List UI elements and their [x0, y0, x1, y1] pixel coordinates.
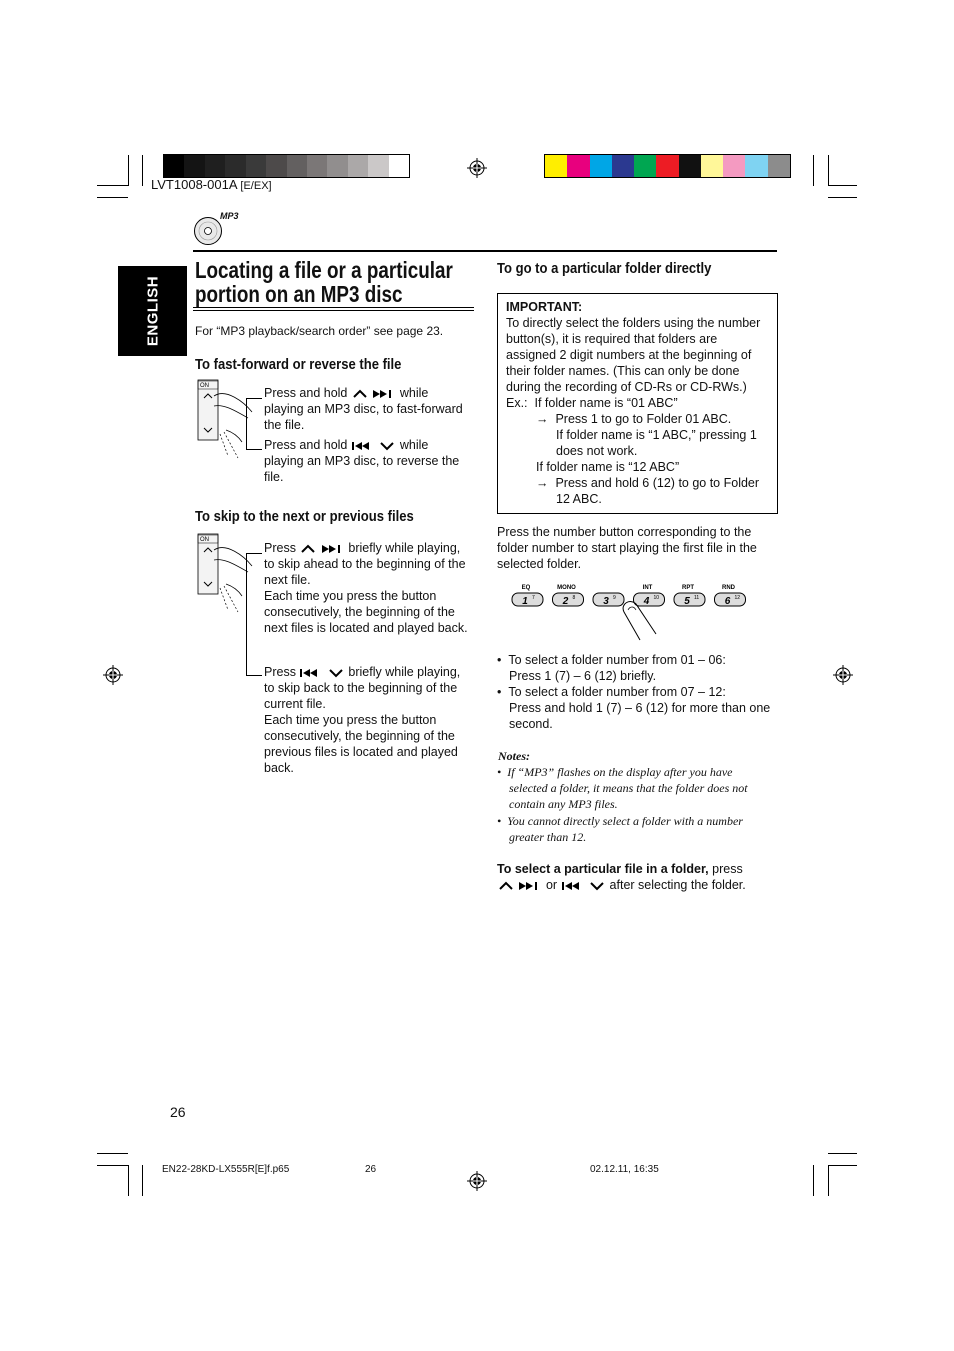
- registration-mark-icon: [467, 158, 487, 178]
- number-button-2: [553, 585, 584, 607]
- skip-back-icon: [351, 441, 375, 451]
- crop-mark: [828, 155, 829, 186]
- gray-swatch: [307, 155, 327, 177]
- note-item: • You cannot directly select a folder with a number greater than 12.: [497, 814, 743, 844]
- skip-next-instruction: Press briefly while playing, to skip ahead to the beginning of the next file. Each time you press the button consecutively, the beginning of the next files is located and played back.: [264, 541, 468, 635]
- gray-swatch: [225, 155, 245, 177]
- button-alt-number: 12: [734, 595, 741, 601]
- callout-line: [246, 553, 262, 554]
- up-chevron-icon: [351, 388, 369, 400]
- crop-mark: [142, 1165, 143, 1196]
- device-on-label: ON: [200, 537, 209, 543]
- crop-mark: [828, 185, 857, 186]
- button-alt-number: 9: [613, 595, 616, 601]
- gray-swatch: [266, 155, 286, 177]
- color-swatch: [567, 155, 589, 177]
- gray-swatch: [368, 155, 388, 177]
- skip-forward-icon: [321, 544, 345, 554]
- down-chevron-icon: [378, 440, 396, 452]
- ff-instruction: Press and hold while playing an MP3 disc, to fast-forward the file.: [264, 386, 463, 432]
- footer-date-time: 02.12.11, 16:35: [590, 1164, 659, 1175]
- crop-mark: [128, 1165, 129, 1196]
- button-alt-number: 11: [694, 595, 700, 601]
- button-number: 1: [522, 596, 528, 607]
- skip-back-icon: [299, 668, 323, 678]
- callout-line: [246, 398, 247, 450]
- gray-swatch: [348, 155, 368, 177]
- down-chevron-icon: [327, 667, 345, 679]
- note-item: • If “MP3” flashes on the display after you have selected a folder, it means that the folder does not contain any MP3 files.: [497, 765, 748, 811]
- page-reference: For “MP3 playback/search order” see page 23.: [195, 324, 444, 338]
- button-function-label: RPT: [682, 585, 694, 591]
- registration-mark-icon: [833, 665, 853, 685]
- crop-mark: [828, 1165, 857, 1166]
- language-tab: [118, 266, 187, 356]
- color-swatch: [679, 155, 701, 177]
- button-function-label: MONO: [557, 585, 576, 591]
- button-function-label: RND: [722, 585, 735, 591]
- callout-line: [246, 449, 262, 450]
- callout-line: [246, 553, 247, 676]
- gray-swatch: [246, 155, 266, 177]
- crop-mark: [813, 1165, 814, 1196]
- button-alt-number: 10: [653, 595, 660, 601]
- folder-bullets: • To select a folder number from 01 – 06: Press 1 (7) – 6 (12) briefly. • To select a folder number from 07 – 12: Press and hold 1 (7) – 6 (12) for more than one second.: [497, 653, 771, 731]
- number-button-5: [674, 585, 705, 607]
- color-swatch: [545, 155, 567, 177]
- color-swatch: [701, 155, 723, 177]
- button-alt-number: 7: [532, 595, 535, 601]
- button-function-label: INT: [642, 585, 653, 591]
- footer-file-page: 26: [365, 1164, 377, 1175]
- color-swatch: [656, 155, 678, 177]
- crop-mark: [97, 197, 128, 198]
- crop-mark: [828, 1153, 857, 1154]
- number-button-1: [512, 585, 543, 607]
- skip-back-icon: [561, 881, 585, 891]
- color-calibration-bar: [544, 154, 791, 178]
- button-number: 4: [643, 596, 650, 607]
- skip-previous-instruction: Press briefly while playing, to skip back to the beginning of the current file. Each time you press the button consecutively, the beginning of the previous files is located and played back.: [264, 665, 461, 775]
- button-function-label: EQ: [521, 585, 531, 591]
- registration-mark-icon: [103, 665, 123, 685]
- button-number: 2: [562, 596, 569, 607]
- gray-swatch: [287, 155, 307, 177]
- gray-swatch: [205, 155, 225, 177]
- document-code: LVT1008-001A [E/EX]: [151, 177, 272, 192]
- title-underline: [193, 310, 474, 311]
- important-title: IMPORTANT:: [506, 300, 583, 314]
- number-button-6: [715, 585, 746, 607]
- down-chevron-icon: [588, 880, 606, 892]
- folder-heading: To go to a particular folder directly: [497, 260, 712, 277]
- button-number: 3: [603, 596, 609, 607]
- crop-mark: [813, 155, 814, 186]
- color-swatch: [768, 155, 790, 177]
- color-swatch: [612, 155, 634, 177]
- device-on-label: ON: [200, 383, 209, 389]
- gray-swatch: [164, 155, 184, 177]
- title-underline: [193, 307, 474, 308]
- select-file-instruction: To select a particular file in a folder, press or after selecting the folder.: [497, 862, 746, 892]
- crop-mark: [142, 155, 143, 186]
- reverse-instruction: Press and hold while playing an MP3 disc, to reverse the file.: [264, 438, 460, 484]
- important-content: IMPORTANT: To directly select the folders using the number button(s), it is required that folders are assigned 2 digit numbers at the beginning of their folder names. (This can only be done during the recording of CD-Rs or CD-RWs.) Ex.: If folder name is “01 ABC” → Press 1 to go to Folder 01 ABC. If folder name is “1 ABC,” pressing 1 does not work. If folder name is “12 ABC” → Press and hold 6 (12) to go to Folder 12 ABC.: [506, 299, 776, 507]
- gray-calibration-bar: [163, 154, 410, 178]
- skip-forward-icon: [372, 389, 396, 399]
- registration-mark-icon: [467, 1171, 487, 1191]
- callout-line: [246, 675, 262, 676]
- footer-file-name: EN22-28KD-LX555R[E]f.p65: [162, 1164, 290, 1175]
- notes-title: Notes:: [498, 749, 530, 763]
- crop-mark: [128, 155, 129, 186]
- color-swatch: [723, 155, 745, 177]
- color-swatch: [590, 155, 612, 177]
- skip-heading: To skip to the next or previous files: [195, 508, 414, 525]
- up-chevron-icon: [299, 543, 317, 555]
- mp3-logo-text: MP3: [220, 211, 239, 221]
- press-number-text: Press the number button corresponding to the folder number to start playing the first file in the selected folder.: [497, 525, 757, 571]
- device-buttons-illustration: [196, 532, 258, 622]
- mp3-disc-logo: [193, 212, 253, 246]
- page-title: Locating a file or a particular portion on an MP3 disc: [195, 257, 453, 307]
- finger-icon: [618, 598, 668, 644]
- section-rule: [193, 250, 777, 252]
- crop-mark: [97, 1165, 128, 1166]
- crop-mark: [828, 1165, 829, 1196]
- button-number: 5: [684, 596, 690, 607]
- device-buttons-illustration: [196, 378, 258, 468]
- color-swatch: [634, 155, 656, 177]
- button-alt-number: 8: [572, 595, 576, 601]
- ff-heading: To fast-forward or reverse the file: [195, 356, 402, 373]
- callout-line: [246, 398, 262, 399]
- color-swatch: [745, 155, 767, 177]
- skip-forward-icon: [518, 881, 542, 891]
- crop-mark: [97, 1153, 128, 1154]
- gray-swatch: [184, 155, 204, 177]
- language-label: ENGLISH: [144, 275, 161, 347]
- crop-mark: [97, 185, 128, 186]
- up-chevron-icon: [497, 880, 515, 892]
- gray-swatch: [389, 155, 409, 177]
- button-number: 6: [724, 596, 731, 607]
- gray-swatch: [327, 155, 347, 177]
- page-number: 26: [170, 1104, 186, 1120]
- crop-mark: [828, 197, 857, 198]
